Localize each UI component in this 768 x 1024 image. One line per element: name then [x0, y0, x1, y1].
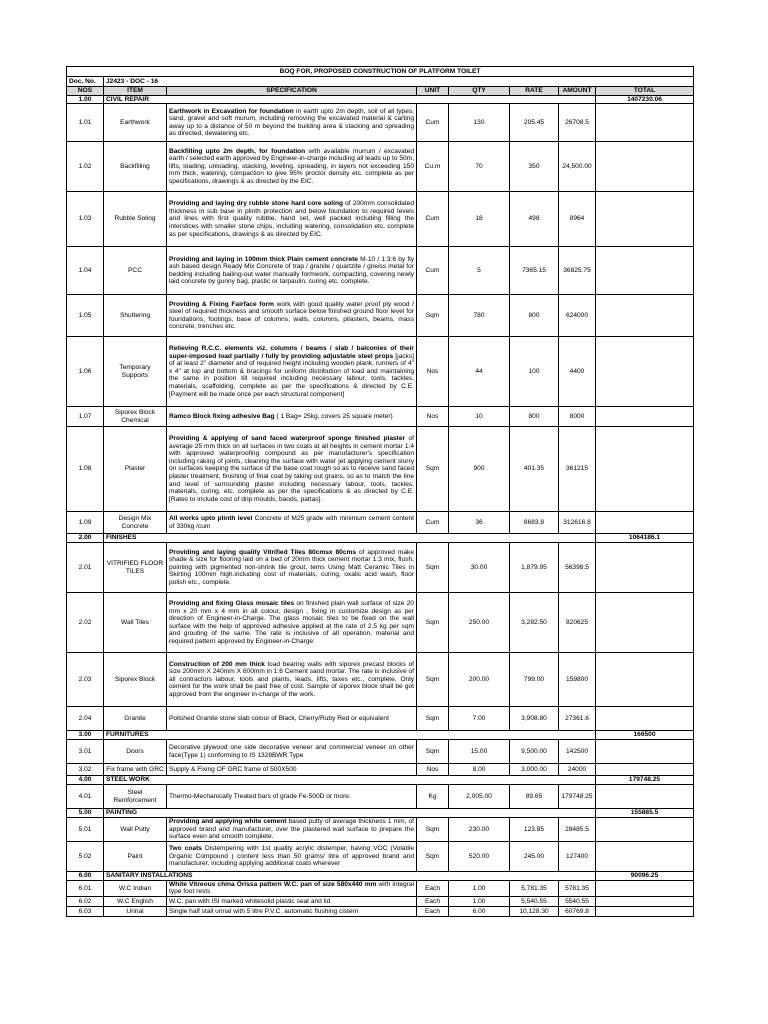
- row-amount: 36825.75: [559, 247, 596, 295]
- row-qty: 6.00: [449, 907, 510, 917]
- row-rate: 123.85: [510, 818, 559, 842]
- specification-text: Thermo-Mechanically Treated bars of grade Fe-500D or more.: [169, 792, 351, 800]
- row-total: [596, 764, 694, 776]
- table-row: [67, 337, 694, 407]
- row-unit: Sqm: [417, 818, 449, 842]
- specification-text: M-10 / 1:3:6 by fly ash based design Ready Mix Concrete of trap / granite / quartzite / gneiss metal for bedding including bailing-out water manually formwork, compacting, covering newly laid concrete by gunny bag, plastic or tarpaulin, curing etc. complete.: [169, 255, 414, 286]
- row-rate: 205.45: [510, 104, 559, 142]
- row-qty: 2,005.00: [449, 785, 510, 809]
- row-qty: 5: [449, 247, 510, 295]
- row-number: 1.02: [67, 142, 104, 192]
- row-specification: [167, 818, 417, 842]
- row-number: 1.03: [67, 192, 104, 247]
- row-number: 4.01: [67, 785, 104, 809]
- row-amount: 312616.8: [559, 512, 596, 534]
- row-unit: Cum: [417, 104, 449, 142]
- row-qty: 250.00: [449, 593, 510, 653]
- row-qty: 230.00: [449, 818, 510, 842]
- specification-text: work with good quality water proof ply wood / steel of required thickness and smooth surface below finished ground floor level for foundations, footings, base of columns, walls, columns, pilasters, beams, mass concrete, trenches etc.: [169, 300, 414, 331]
- table-row: [67, 818, 694, 842]
- row-item: W.C Indian: [104, 880, 167, 896]
- row-number: 1.07: [67, 407, 104, 427]
- row-total: [596, 653, 694, 707]
- row-unit: Each: [417, 880, 449, 896]
- row-number: 1.08: [67, 427, 104, 512]
- row-amount: 5781.35: [559, 880, 596, 896]
- row-specification: [167, 764, 417, 776]
- row-rate: 3,000.00: [510, 764, 559, 776]
- row-qty: 44: [449, 337, 510, 407]
- row-number: 2.02: [67, 593, 104, 653]
- section-row: [67, 95, 694, 104]
- table-row: [67, 104, 694, 142]
- section-row: [67, 534, 694, 543]
- row-qty: 8.00: [449, 764, 510, 776]
- row-rate: 245.00: [510, 841, 559, 871]
- row-item: Granite: [104, 707, 167, 731]
- section-name: CIVIL REPAIR: [104, 95, 596, 104]
- section-total: 155885.5: [596, 809, 694, 818]
- row-qty: 520.00: [449, 841, 510, 871]
- table-row: [67, 897, 694, 907]
- row-total: [596, 593, 694, 653]
- row-unit: Cum: [417, 192, 449, 247]
- row-specification: [167, 104, 417, 142]
- specification-lead: Providing and fixing Glass mosaic tiles: [169, 599, 295, 607]
- column-header-row: [67, 87, 694, 96]
- table-row: [67, 707, 694, 731]
- doc-no-value: J2423 - DOC - 16: [104, 77, 694, 87]
- row-number: 1.05: [67, 295, 104, 337]
- row-specification: [167, 142, 417, 192]
- table-row: [67, 543, 694, 593]
- row-unit: Nos: [417, 407, 449, 427]
- row-item: Siporex Block Chemical: [104, 407, 167, 427]
- row-number: 2.03: [67, 653, 104, 707]
- row-item: Steel Reinforcement: [104, 785, 167, 809]
- row-qty: 15.00: [449, 740, 510, 764]
- specification-text: ( 1 Bag= 25kg, covers 25 square meter): [274, 412, 393, 420]
- section-name: FINISHES: [104, 534, 596, 543]
- row-specification: [167, 593, 417, 653]
- row-total: [596, 247, 694, 295]
- row-amount: 8000: [559, 407, 596, 427]
- section-row: [67, 776, 694, 785]
- row-unit: Kg: [417, 785, 449, 809]
- table-row: [67, 907, 694, 917]
- specification-lead: Providing & applying of sand faced waterproof sponge finished plaster: [169, 435, 406, 443]
- row-item: Urinal: [104, 907, 167, 917]
- row-number: 5.01: [67, 818, 104, 842]
- row-unit: Nos: [417, 764, 449, 776]
- row-unit: Sqm: [417, 707, 449, 731]
- row-rate: 100: [510, 337, 559, 407]
- row-qty: 780: [449, 295, 510, 337]
- row-item: Design Mix Concrete: [104, 512, 167, 534]
- specification-text: in earth upto 2m depth, soil of all types, sand, gravel and soft murum, including removing the excavated material & carting away up to a distance of 50 m beyond the building area & stacking and spreading as directed, dewatering etc.: [169, 107, 414, 138]
- row-unit: Sqm: [417, 543, 449, 593]
- row-total: [596, 337, 694, 407]
- row-specification: [167, 740, 417, 764]
- row-specification: [167, 407, 417, 427]
- row-amount: 24000: [559, 764, 596, 776]
- doc-no-label: Doc. No.: [67, 77, 104, 87]
- header-qty: QTY: [449, 87, 510, 96]
- row-qty: 36: [449, 512, 510, 534]
- specification-text: of approved make shade & size for flooring laid on a bed of 20mm thick cement mortar 1:3 mix, flush, pointing with pigmented non-shrink tile grout, tems Using Matt Ceramic Tiles in Skirting 100mm high.including cost of materials, curing, oxalic acid wash, floor polish etc., complete.: [169, 548, 414, 587]
- row-number: 2.01: [67, 543, 104, 593]
- row-total: [596, 543, 694, 593]
- row-specification: [167, 192, 417, 247]
- row-amount: 8964: [559, 192, 596, 247]
- row-amount: 4400: [559, 337, 596, 407]
- row-amount: 56398.5: [559, 543, 596, 593]
- table-row: [67, 295, 694, 337]
- row-amount: 127400: [559, 841, 596, 871]
- specification-text: load bearing walls with siporex precast blocks of size 200mm X 240mm X 600mm in 1:6 Cement sand mortar. The rate is inclusive of all contractors labour, tools and plants, leads, lifts, taxes etc., complete. Only cement for the work shall be paid free of cost. Sample of siporex block shall be got approved from the engineer in-charge of the work.: [169, 660, 414, 699]
- section-total: 166500: [596, 731, 694, 740]
- row-specification: [167, 653, 417, 707]
- specification-lead: White Vitreous china Orissa pattern W.C. pan of size 580x440 mm: [169, 880, 377, 888]
- row-item: Wall Putty: [104, 818, 167, 842]
- row-rate: 8683.8: [510, 512, 559, 534]
- row-rate: 498: [510, 192, 559, 247]
- row-rate: 3,908.80: [510, 707, 559, 731]
- header-total: TOTAL: [596, 87, 694, 96]
- specification-text: of average 25 mm thick on all surfaces in two coats at all heights in cement mortar 1:4 with approved waterproofing compound as per manufacturer's specification including raking of joints, cleaning the surface with water jet applying cement slurry on surfaces keeping the surface of the base coat rough so as to receive sand faced plaster treatment, finishing of final coat by taking out grains, so as to match the line and level of surrounding plaster including necessary labour, tools, tackles, materials, curing, etc. complete as per the specifications & as directed by C.E. [Rates to include cost of drip moulds, bands, pattas].: [169, 435, 414, 503]
- table-row: [67, 764, 694, 776]
- row-item: Shuttering: [104, 295, 167, 337]
- table-row: [67, 740, 694, 764]
- section-total: 1064186.1: [596, 534, 694, 543]
- row-unit: Sqm: [417, 593, 449, 653]
- row-rate: 7365.15: [510, 247, 559, 295]
- row-qty: 130: [449, 104, 510, 142]
- section-total: 1407230.06: [596, 95, 694, 104]
- row-specification: [167, 295, 417, 337]
- row-rate: 800: [510, 295, 559, 337]
- row-specification: [167, 785, 417, 809]
- specification-lead: Providing and laying dry rubble stone hard core soling: [169, 200, 344, 208]
- row-number: 3.01: [67, 740, 104, 764]
- table-row: [67, 512, 694, 534]
- row-amount: 26708.5: [559, 104, 596, 142]
- row-total: [596, 512, 694, 534]
- row-item: W.C English: [104, 897, 167, 907]
- specification-lead: Earthwork in Excavation for foundation: [169, 107, 294, 115]
- row-rate: 5,540.55: [510, 897, 559, 907]
- row-amount: 28485.5: [559, 818, 596, 842]
- row-unit: Each: [417, 897, 449, 907]
- row-specification: [167, 512, 417, 534]
- specification-text: Decorative plywood one side decorative veneer and commercial veneer on other face(Type 1) conforming to IS 1328BWR Type: [169, 744, 414, 759]
- row-total: [596, 295, 694, 337]
- section-name: SANITARY INSTALLATIONS: [104, 871, 596, 880]
- specification-lead: Backfilling upto 2m depth, for foundation: [169, 147, 306, 155]
- section-row: [67, 871, 694, 880]
- row-item: PCC: [104, 247, 167, 295]
- row-amount: 159800: [559, 653, 596, 707]
- row-unit: Cum: [417, 247, 449, 295]
- row-number: 6.02: [67, 897, 104, 907]
- row-item: Wall Tiles: [104, 593, 167, 653]
- specification-text: W.C. pan with ISI marked whitesolid plastic seat and lid: [169, 897, 331, 905]
- row-number: 1.06: [67, 337, 104, 407]
- specification-text: with available murrum / excavated earth / selected earth approved by Engineer-in-charge including all leads up to 50m, lifts, loading, unloading, stacking, leveling, spreading, in layers not exceeding 150 mm thick, watering, compaction to give 95% proctor density etc. complete as per specifications, drawings & as directed by the EIC.: [169, 147, 415, 186]
- row-qty: 30.00: [449, 543, 510, 593]
- row-rate: 350: [510, 142, 559, 192]
- table-row: [67, 427, 694, 512]
- specification-text: of 200mm consolidated thickness in sub base in plinth protection and below foundation to required levels and lines with first quality rubble, hand set, well packed including filling the interstices with smaller stone chips, including watering, consolidation etc. complete as per specifications, drawings & as directed by EIC.: [169, 200, 414, 238]
- row-unit: Nos: [417, 337, 449, 407]
- section-number: 2.00: [67, 534, 104, 543]
- row-specification: [167, 543, 417, 593]
- row-amount: 361215: [559, 427, 596, 512]
- section-name: STEEL WORK: [104, 776, 596, 785]
- row-total: [596, 740, 694, 764]
- row-amount: 624000: [559, 295, 596, 337]
- table-row: [67, 785, 694, 809]
- specification-lead: Relieving R.C.C. elements viz. columns / beams / slab / balconies of their super-imposed load partially / fully by providing adjustable steel props: [169, 345, 414, 360]
- document-title: BOQ FOR, PROPOSED CONSTRUCTION OF PLATFORM TOILET: [67, 67, 694, 77]
- section-total: 90096.25: [596, 871, 694, 880]
- row-qty: 70: [449, 142, 510, 192]
- specification-text: Single half stall urinal with 5 litre P.V.C. automatic flushing cistern: [169, 907, 359, 915]
- header-unit: UNIT: [417, 87, 449, 96]
- row-rate: 89.65: [510, 785, 559, 809]
- row-item: Rubble Soling: [104, 192, 167, 247]
- row-amount: 27361.6: [559, 707, 596, 731]
- row-unit: Sqm: [417, 841, 449, 871]
- table-row: [67, 841, 694, 871]
- specification-text: with integral type foot rests: [169, 880, 414, 896]
- row-total: [596, 192, 694, 247]
- section-name: PAINTING: [104, 809, 596, 818]
- row-item: Earthwork: [104, 104, 167, 142]
- table-row: [67, 593, 694, 653]
- row-number: 5.02: [67, 841, 104, 871]
- row-number: 6.03: [67, 907, 104, 917]
- row-unit: Each: [417, 907, 449, 917]
- specification-lead: Providing & Fixing Fairface form: [169, 300, 274, 308]
- row-unit: Sqm: [417, 653, 449, 707]
- specification-lead: Providing and laying in 100mm thick Plain cement concrete: [169, 255, 358, 263]
- specification-lead: Two coats: [169, 845, 202, 853]
- header-specification: SPECIFICATION: [167, 87, 417, 96]
- specification-text: Concrete of M25 grade with minimum cement content of 330kg /cum: [169, 515, 414, 530]
- row-item: Paint: [104, 841, 167, 871]
- row-total: [596, 427, 694, 512]
- specification-text: based putty of average thickness 1 mm, of approved brand and manufacturer, over the plastered wall surface to prepare the surface even and smooth complete.: [169, 818, 414, 841]
- row-total: [596, 841, 694, 871]
- row-number: 2.04: [67, 707, 104, 731]
- specification-text: [jacks] of at least 2" diameter and of required height including wooden plank, runners of 4" x 4" at top and bottom & bracings for uniform distribution of load and maintaining the same in position till required including necessary labour, tools, tackles, materials, scaffolding, complete as per the specifications & directed by C.E. [Payment will be made once per each structural component]: [169, 352, 414, 398]
- row-item: Backfilling: [104, 142, 167, 192]
- row-specification: [167, 880, 417, 896]
- row-specification: [167, 897, 417, 907]
- row-item: VITRIFIED FLOOR TILES: [104, 543, 167, 593]
- specification-lead: Ramco Block fixing adhesive Bag: [169, 412, 275, 420]
- row-qty: 18: [449, 192, 510, 247]
- row-unit: Sqm: [417, 427, 449, 512]
- row-rate: 1,879.95: [510, 543, 559, 593]
- specification-lead: All works upto plinth level: [169, 515, 253, 523]
- row-specification: [167, 841, 417, 871]
- row-amount: 142500: [559, 740, 596, 764]
- row-unit: Cu.m: [417, 142, 449, 192]
- row-unit: Cum: [417, 512, 449, 534]
- row-total: [596, 785, 694, 809]
- section-row: [67, 731, 694, 740]
- row-amount: 820625: [559, 593, 596, 653]
- header-item: ITEM: [104, 87, 167, 96]
- row-item: Siporex Block: [104, 653, 167, 707]
- row-qty: 200.00: [449, 653, 510, 707]
- section-number: 5.00: [67, 809, 104, 818]
- row-rate: 5,781.35: [510, 880, 559, 896]
- row-rate: 800: [510, 407, 559, 427]
- specification-text: Polished Granite stone slab colour of Black, Cherry/Ruby Red or equivalent: [169, 714, 389, 722]
- table-row: [67, 192, 694, 247]
- specification-lead: Providing and laying quality Vitrified Tiles 80cmsx 80cms: [169, 548, 357, 556]
- row-amount: 179748.25: [559, 785, 596, 809]
- section-number: 4.00: [67, 776, 104, 785]
- row-total: [596, 407, 694, 427]
- row-qty: 1.00: [449, 880, 510, 896]
- row-unit: Sqm: [417, 740, 449, 764]
- specification-text: Supply & Fixing OF GRC frame of 500X500: [169, 765, 297, 773]
- section-number: 3.00: [67, 731, 104, 740]
- row-number: 1.04: [67, 247, 104, 295]
- row-specification: [167, 707, 417, 731]
- specification-text: on finished plain wall surface of size 20 mm x 20 mm x 4 mm in all colour, design , fixing in customize design as per direction of Engineer-in-Charge. The glass mosaic tiles to be fixed on the wall surface with the help of approved adhesive applied at the rate of 2.5 kg per sqm and grouting of the same. The rate is inclusive of all operation, material and required pattern approved by Engineer-in-Charge:: [169, 599, 414, 645]
- row-item: Doors: [104, 740, 167, 764]
- row-total: [596, 907, 694, 917]
- section-number: 1.00: [67, 95, 104, 104]
- row-rate: 10,128.30: [510, 907, 559, 917]
- table-row: [67, 142, 694, 192]
- section-name: FURNITURES: [104, 731, 596, 740]
- row-item: Temporary Supports: [104, 337, 167, 407]
- specification-text: Distempering with 1st quality acrylic distemper, having VOC (Volatile Organic Compound ) content less than 50 grams/ litre of approved brand and manufacturer, including applying additional coats wherever: [169, 845, 414, 868]
- header-amount: AMOUNT: [559, 87, 596, 96]
- row-qty: 900: [449, 427, 510, 512]
- row-total: [596, 818, 694, 842]
- row-unit: Sqm: [417, 295, 449, 337]
- specification-lead: Construction of 200 mm thick: [169, 660, 265, 668]
- row-number: 1.09: [67, 512, 104, 534]
- section-total: 179748.25: [596, 776, 694, 785]
- section-number: 6.00: [67, 871, 104, 880]
- row-amount: 60769.8: [559, 907, 596, 917]
- row-total: [596, 104, 694, 142]
- row-total: [596, 142, 694, 192]
- row-qty: 7.00: [449, 707, 510, 731]
- row-total: [596, 897, 694, 907]
- row-number: 6.01: [67, 880, 104, 896]
- table-row: [67, 653, 694, 707]
- row-item: Fix frame with GRC: [104, 764, 167, 776]
- row-specification: [167, 907, 417, 917]
- row-rate: 799.00: [510, 653, 559, 707]
- row-number: 1.01: [67, 104, 104, 142]
- row-item: Plaster: [104, 427, 167, 512]
- specification-lead: Providing and applying white cement: [169, 818, 287, 826]
- row-rate: 9,500.00: [510, 740, 559, 764]
- header-rate: RATE: [510, 87, 559, 96]
- row-total: [596, 880, 694, 896]
- header-nos: NOS: [67, 87, 104, 96]
- table-row: [67, 407, 694, 427]
- row-qty: 10: [449, 407, 510, 427]
- row-rate: 3,282.50: [510, 593, 559, 653]
- table-row: [67, 880, 694, 896]
- row-specification: [167, 337, 417, 407]
- row-specification: [167, 247, 417, 295]
- row-amount: 5540.55: [559, 897, 596, 907]
- row-amount: 24,500.00: [559, 142, 596, 192]
- row-specification: [167, 427, 417, 512]
- row-rate: 401.35: [510, 427, 559, 512]
- table-row: [67, 247, 694, 295]
- row-qty: 1.00: [449, 897, 510, 907]
- boq-table: [66, 66, 694, 917]
- section-row: [67, 809, 694, 818]
- row-total: [596, 707, 694, 731]
- row-number: 3.02: [67, 764, 104, 776]
